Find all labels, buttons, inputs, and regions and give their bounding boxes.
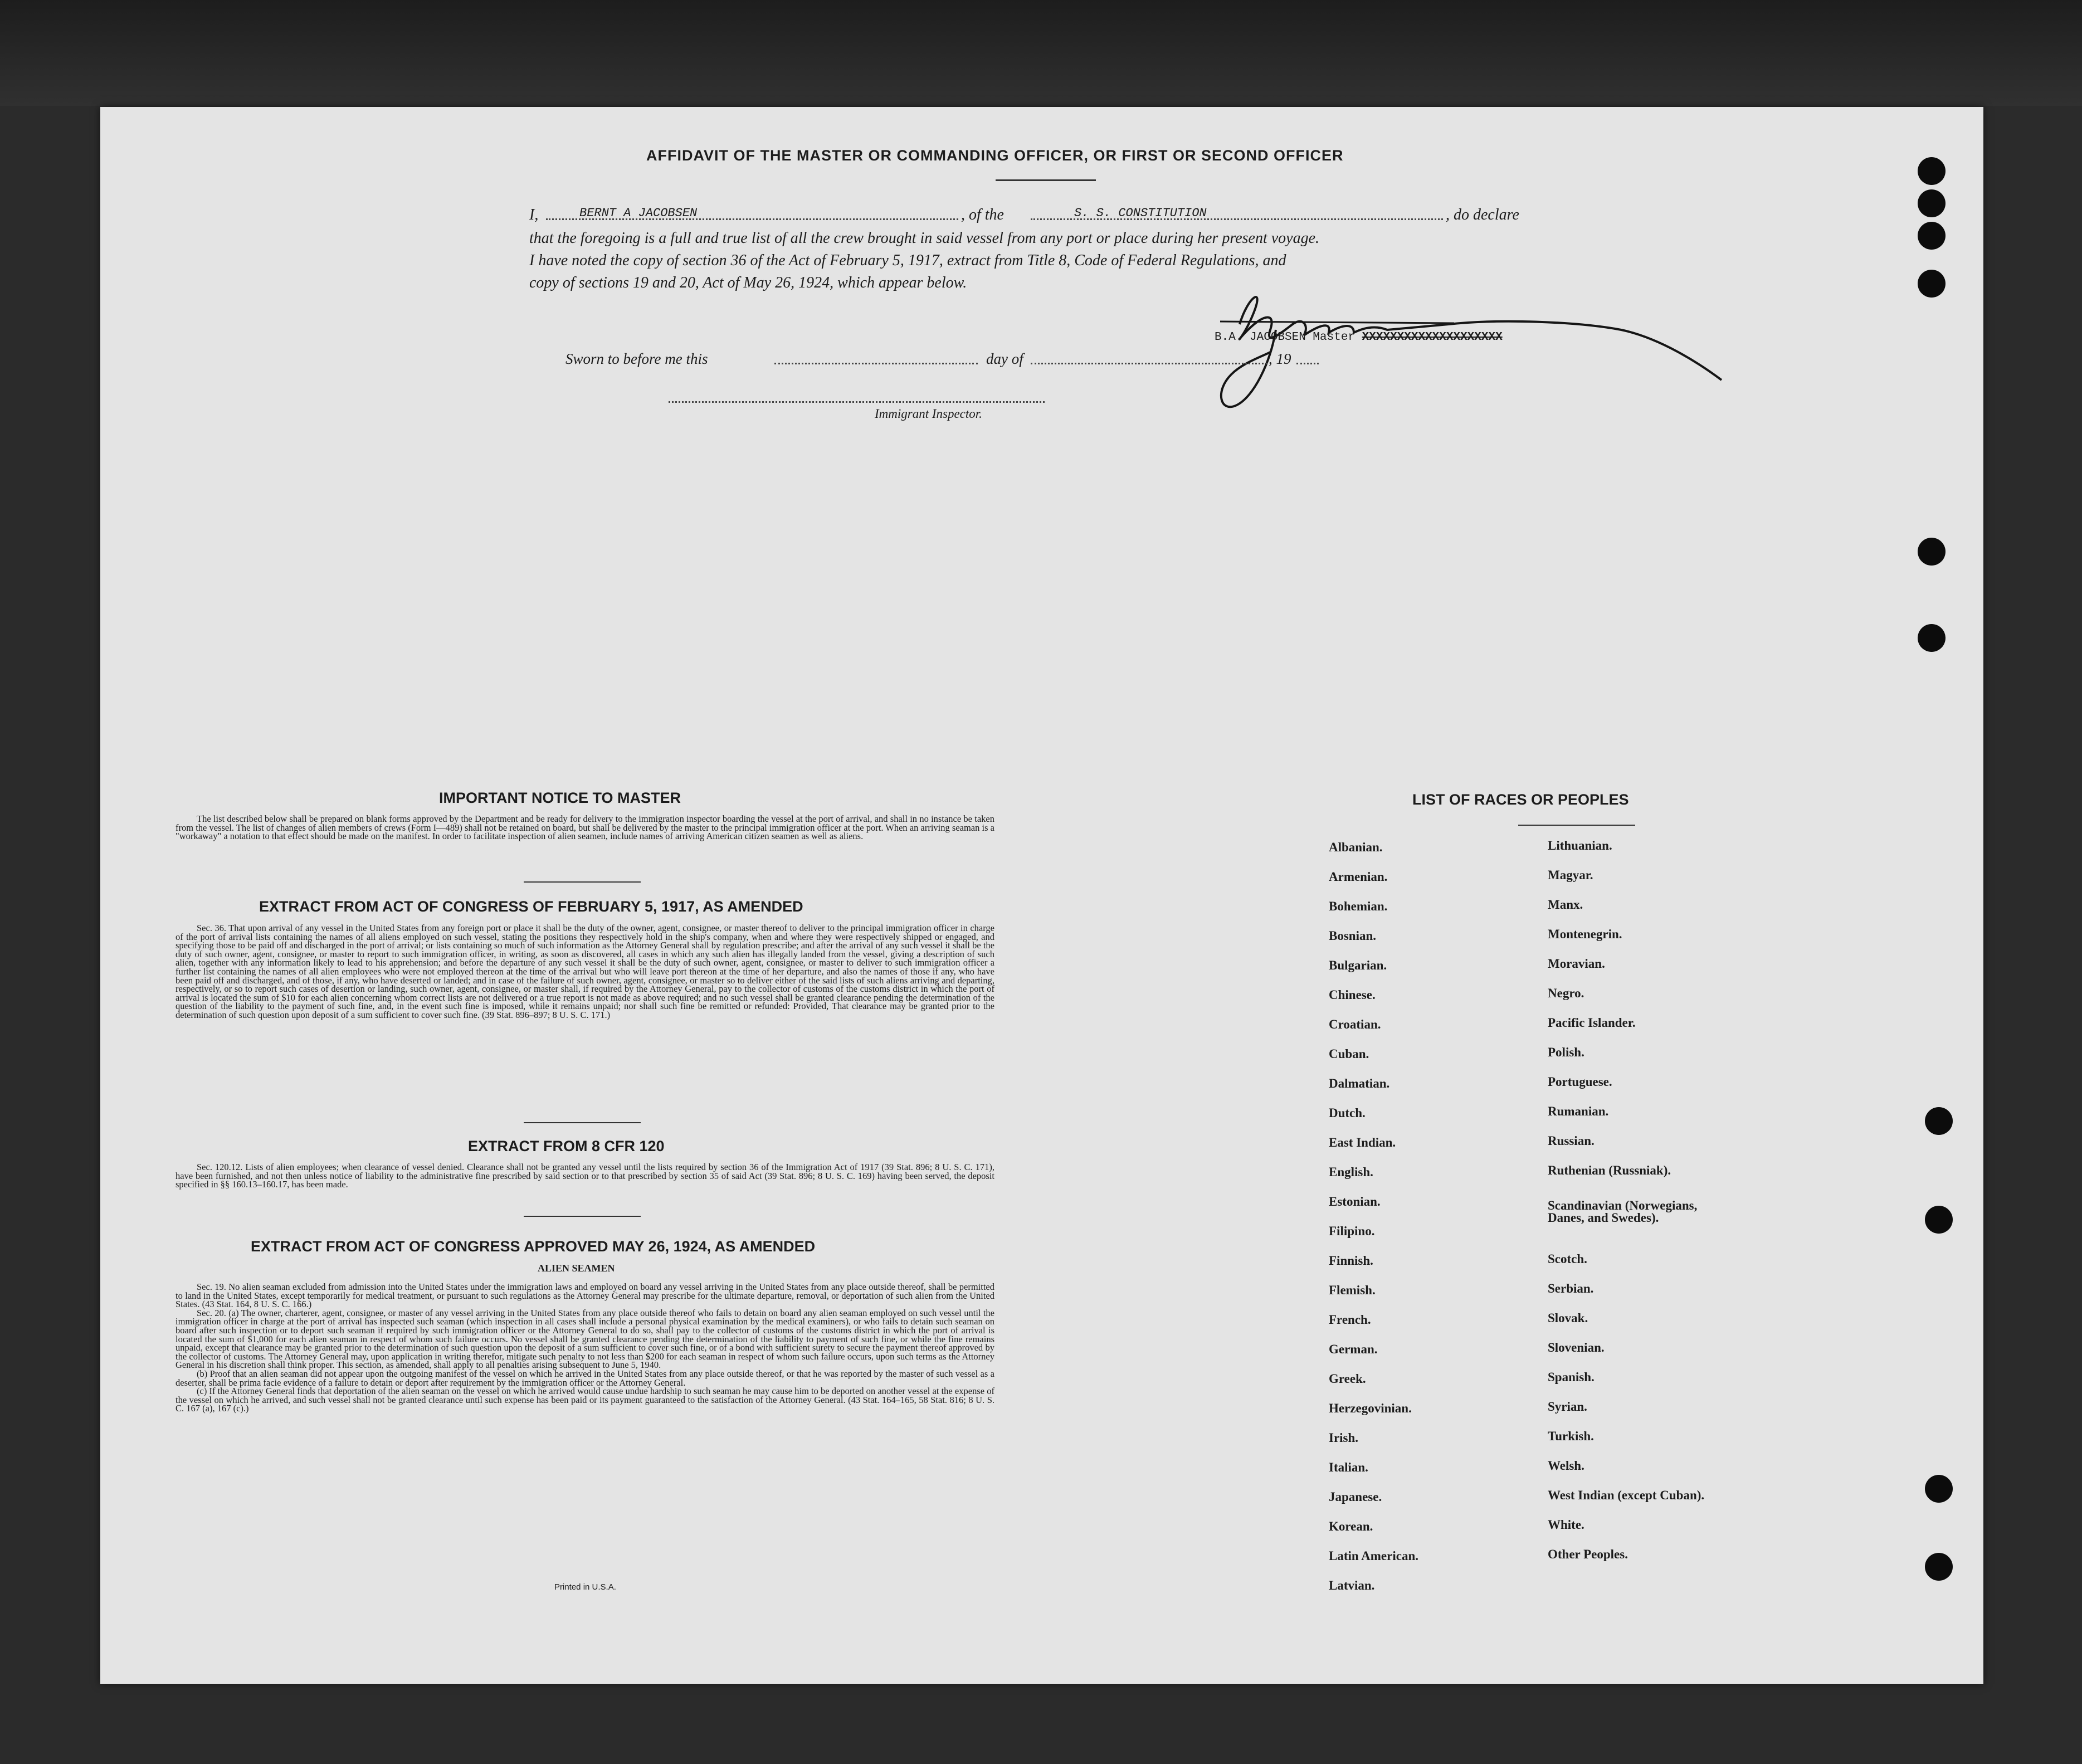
extract-1924-title: EXTRACT FROM ACT OF CONGRESS APPROVED MAY 26, 1924, AS AMENDED: [251, 1238, 816, 1255]
race-item: Flemish.: [1329, 1283, 1376, 1297]
year-label: , 19: [1269, 350, 1291, 367]
race-item: Magyar.: [1548, 868, 1593, 882]
divider: [996, 179, 1096, 181]
inspector-signature-line: [669, 401, 1045, 403]
of-the-label: , of the: [961, 206, 1004, 223]
race-item: Syrian.: [1548, 1400, 1587, 1414]
i-label: I,: [529, 206, 539, 223]
binder-hole: [1918, 538, 1946, 566]
race-item: French.: [1329, 1313, 1371, 1327]
race-item: Albanian.: [1329, 840, 1383, 854]
binder-hole: [1918, 222, 1946, 250]
race-item: Bosnian.: [1329, 929, 1377, 943]
race-item: White.: [1548, 1518, 1584, 1532]
divider: [524, 1216, 641, 1217]
signature-image: [1187, 280, 1827, 413]
race-item: Pacific Islander.: [1548, 1016, 1636, 1030]
race-item: Lithuanian.: [1548, 839, 1612, 852]
race-item: Armenian.: [1329, 870, 1388, 884]
signature-typed-line: [1215, 331, 1503, 344]
race-item: Cuban.: [1329, 1047, 1369, 1061]
race-item: Japanese.: [1329, 1490, 1382, 1504]
sec-20c-text: (c) If the Attorney General finds that deportation of the alien seaman on the vessel on which he arrived would cause undue hardship to such seaman he may cause him to be deported on another vessel at the expense of the vessel on which he arrived, and such vessel shall not be granted clearance until such expense has been paid or its payment guaranteed to the satisfaction of the Attorney General. (43 Stat. 164–165, 58 Stat. 816; 8 U. S. C. 167 (a), 167 (c).): [175, 1386, 994, 1414]
race-item: Russian.: [1548, 1134, 1595, 1148]
extract-1917-text: Sec. 36. That upon arrival of any vessel in the United States from any foreign port or place it shall be the duty of the owner, agent, consignee, or master thereof to deliver to the principal immigration officer in charge of the port of arrival lists containing the names of all aliens employed on such vessel, stating the positions they respectively hold in the ship's company, when and where they were respectively shipped or engaged, and specifying those to be paid off and discharged in the port of arrival; or lists containing so much of such information as the Attorney General shall by regulation prescribe; and after the arrival of any such vessel it shall be the duty of such owner, agent, consignee, or master to report to such immigration officer, in writing, as soon as discovered, all cases in which any such alien has illegally landed from the vessel, giving a description of such alien, together with any information likely to lead to his apprehension; and before the departure of any such vessel it shall be the duty of such owner, agent, consignee, or master to deliver to such immigration officer a further list containing the names of all alien employees who were not employed thereon at the time of the arrival but who will leave port thereon at the time of her departure, and also the names of those if any, who have been paid off and discharged, and of those, if any, who have deserted or landed; and in case of the failure of such owner, agent, consignee, or master so to deliver either of the said lists of such aliens arriving and departing, respectively, or so to report such cases of desertion or landing, such owner, agent, consignee, or master shall, if required by the Attorney General, pay to the collector of customs of the customs district in which the port of arrival is located the sum of $10 for each alien concerning whom correct lists are not delivered or a true report is not made as above required; and no such vessel shall be granted clearance pending the determination of the question of the liability to the payment of such fine, and, in the event such fine is imposed, while it remains unpaid; nor shall such fine be remitted or refunded: Provided, That clearance may be granted prior to the determination of such question upon deposit of a sum sufficient to cover such fine. (39 Stat. 896–897; 8 U. S. C. 171.): [175, 923, 994, 1020]
struck-title: XXXXXXXXXXXXXXXXXXXX: [1362, 331, 1503, 344]
declaration-line-2: that the foregoing is a full and true list of all the crew brought in said vessel from any port or place during her present voyage.: [529, 230, 1320, 247]
notice-title: IMPORTANT NOTICE TO MASTER: [439, 790, 681, 806]
binder-hole: [1918, 270, 1946, 298]
race-item: Portuguese.: [1548, 1075, 1612, 1089]
notice-text: The list described below shall be prepared on blank forms approved by the Department and be ready for delivery to the immigration inspector boarding the vessel at the port of arrival, and shall in no instance be taken from the vessel. The list of changes of alien members of crews (Form I—489) shall not be retained on board, but shall be delivered by the master to the principal immigration officer at the port. When an arriving seaman is a "workaway" a notation to that effect should be made on the manifest. In order to facilitate inspection of alien seamen, include names of arriving American citizen seamen as well as aliens.: [175, 813, 994, 842]
race-item: Bohemian.: [1329, 899, 1388, 913]
affidavit-title: AFFIDAVIT OF THE MASTER OR COMMANDING OFFICER, OR FIRST OR SECOND OFFICER: [646, 147, 1344, 164]
sworn-label: Sworn to before me this: [565, 350, 708, 367]
master-name-field: BERNT A JACOBSEN: [579, 206, 698, 220]
extract-1924-text: [175, 1283, 994, 1413]
vessel-name-field: S. S. CONSTITUTION: [1074, 206, 1207, 220]
race-item: Ruthenian (Russniak).: [1548, 1163, 1671, 1177]
divider: [1518, 825, 1635, 826]
scan-border: [0, 0, 2082, 106]
binder-hole: [1918, 189, 1946, 217]
divider: [524, 881, 641, 883]
divider: [524, 1122, 641, 1123]
race-item: Slovenian.: [1548, 1341, 1605, 1354]
declaration-line-4: copy of sections 19 and 20, Act of May 26, 1924, which appear below.: [529, 274, 967, 291]
do-declare-label: , do declare: [1446, 206, 1519, 223]
race-item: Irish.: [1329, 1431, 1359, 1445]
sec-19-text: Sec. 19. No alien seaman excluded from admission into the United States under the immigration laws and employed on board any vessel arriving in the United States from any place outside thereof, shall be permitted to land in the United States, except temporarily for medical treatment, or pursuant to such regulations as the Attorney General may prescribe for the ultimate departure, removal, or deportation of such alien from the United States. (43 Stat. 164, 8 U. S. C. 166.): [175, 1281, 994, 1310]
sec-20b-text: (b) Proof that an alien seaman did not appear upon the outgoing manifest of the vessel on which he arrived in the United States from any place outside thereof, or that he was reported by the master of such vessel as a deserter, shall be prima facie evidence of a failure to detain or deport after requirement by the immigration officer or the Attorney General.: [175, 1368, 994, 1388]
race-item: Negro.: [1548, 986, 1584, 1000]
sworn-date-line: [774, 363, 978, 364]
races-title: LIST OF RACES OR PEOPLES: [1412, 791, 1629, 808]
race-item: Korean.: [1329, 1519, 1373, 1533]
race-item: Dalmatian.: [1329, 1076, 1390, 1090]
race-item: Bulgarian.: [1329, 958, 1387, 972]
extract-1917-title: EXTRACT FROM ACT OF CONGRESS OF FEBRUARY 5, 1917, AS AMENDED: [259, 898, 803, 915]
binder-hole: [1925, 1553, 1953, 1581]
race-item: Estonian.: [1329, 1195, 1381, 1209]
race-item: Filipino.: [1329, 1224, 1375, 1238]
binder-hole: [1918, 157, 1946, 185]
race-item: Montenegrin.: [1548, 927, 1622, 941]
race-item: Serbian.: [1548, 1281, 1594, 1295]
year-line: [1296, 363, 1319, 364]
race-item: Italian.: [1329, 1460, 1368, 1474]
race-item: West Indian (except Cuban).: [1548, 1488, 1705, 1502]
race-item: Latvian.: [1329, 1578, 1375, 1592]
race-item: Scotch.: [1548, 1252, 1587, 1266]
race-item: Welsh.: [1548, 1459, 1584, 1473]
declaration-line-1: [529, 206, 1666, 226]
race-item: [1548, 1229, 1704, 1253]
cfr-title: EXTRACT FROM 8 CFR 120: [468, 1138, 665, 1154]
sworn-month-line: [1031, 363, 1267, 364]
declaration-line-3: I have noted the copy of section 36 of the Act of February 5, 1917, extract from Title 8, Code of Federal Regulations, and: [529, 252, 1286, 269]
race-item: Spanish.: [1548, 1370, 1595, 1384]
race-item: Manx.: [1548, 898, 1583, 912]
binder-hole: [1925, 1475, 1953, 1503]
inspector-label: Immigrant Inspector.: [875, 407, 982, 421]
race-item: Chinese.: [1329, 988, 1376, 1002]
race-item: Croatian.: [1329, 1017, 1381, 1031]
race-item: Dutch.: [1329, 1106, 1366, 1120]
race-item: Polish.: [1548, 1045, 1584, 1059]
alien-seamen-subtitle: ALIEN SEAMEN: [538, 1263, 615, 1274]
sworn-line: [565, 350, 1457, 371]
cfr-text: Sec. 120.12. Lists of alien employees; when clearance of vessel denied. Clearance shall not be granted any vessel until the lists required by section 36 of the Immigration Act of 1917 (39 Stat. 896; 8 U. S. C. 171), have been furnished, and not then unless notice of liability to the administrative fine prescribed by said section or to that prescribed by section 35 of said Act (39 Stat. 896; 8 U. S. C. 169) having been served, the deposit specified in §§ 160.13–160.17, has been made.: [175, 1162, 994, 1190]
race-item: Finnish.: [1329, 1254, 1373, 1268]
printed-in-usa: Printed in U.S.A.: [554, 1582, 616, 1592]
race-item: Herzegovinian.: [1329, 1401, 1412, 1415]
race-item: German.: [1329, 1342, 1378, 1356]
race-item: East Indian.: [1329, 1136, 1396, 1149]
sec-20a-text: Sec. 20. (a) The owner, charterer, agent, consignee, or master of any vessel arriving in the United States from any place outside thereof who fails to detain on board any alien seaman employed on such vessel until the immigration officer in charge at the port of arrival has inspected such seaman (which inspection in all cases shall include a personal physical examination by the medical examiners), or who fails to detain such seaman on board after such inspection or to deport such seaman if required by such immigration officer or the Attorney General to do so, shall pay to the collector of customs of the customs district in which the port of arrival is located the sum of $1,000 for each alien seaman in respect of whom such failure occurs. No vessel shall be granted clearance pending the determination of the liability to payment of such fine, or while the fine remains unpaid, except that clearance may be granted prior to the determination of such question upon the deposit of a sum sufficient to cover such fine, or of a bond with sufficient surety to secure the payment thereof approved by the collector of customs. The Attorney General may, upon application in writing therefor, mitigate such penalty to not less than $200 for each seaman in respect of whom such failure occurs, upon such terms as the Attorney General in his discretion shall think proper. This section, as amended, shall apply to all penalties arising subsequent to June 5, 1940.: [175, 1307, 994, 1371]
typed-signature: B.A. JACOBSEN Master: [1215, 331, 1356, 344]
races-left-column: [1329, 841, 1418, 1609]
binder-hole: [1925, 1107, 1953, 1135]
binder-hole: [1925, 1206, 1953, 1234]
race-item: Other Peoples.: [1548, 1547, 1628, 1561]
race-item: Slovak.: [1548, 1311, 1588, 1325]
binder-hole: [1918, 624, 1946, 652]
document-page: [100, 107, 1983, 1684]
race-item: Greek.: [1329, 1372, 1366, 1386]
races-right-column: [1548, 840, 1704, 1578]
day-of-label: day of: [986, 350, 1023, 367]
race-item: English.: [1329, 1165, 1373, 1179]
race-item: Turkish.: [1548, 1429, 1594, 1443]
race-item: Moravian.: [1548, 957, 1605, 971]
race-item: Scandinavian (Norwegians, Danes, and Swedes).: [1548, 1198, 1698, 1225]
race-item: Rumanian.: [1548, 1104, 1609, 1118]
race-item: Latin American.: [1329, 1549, 1418, 1563]
